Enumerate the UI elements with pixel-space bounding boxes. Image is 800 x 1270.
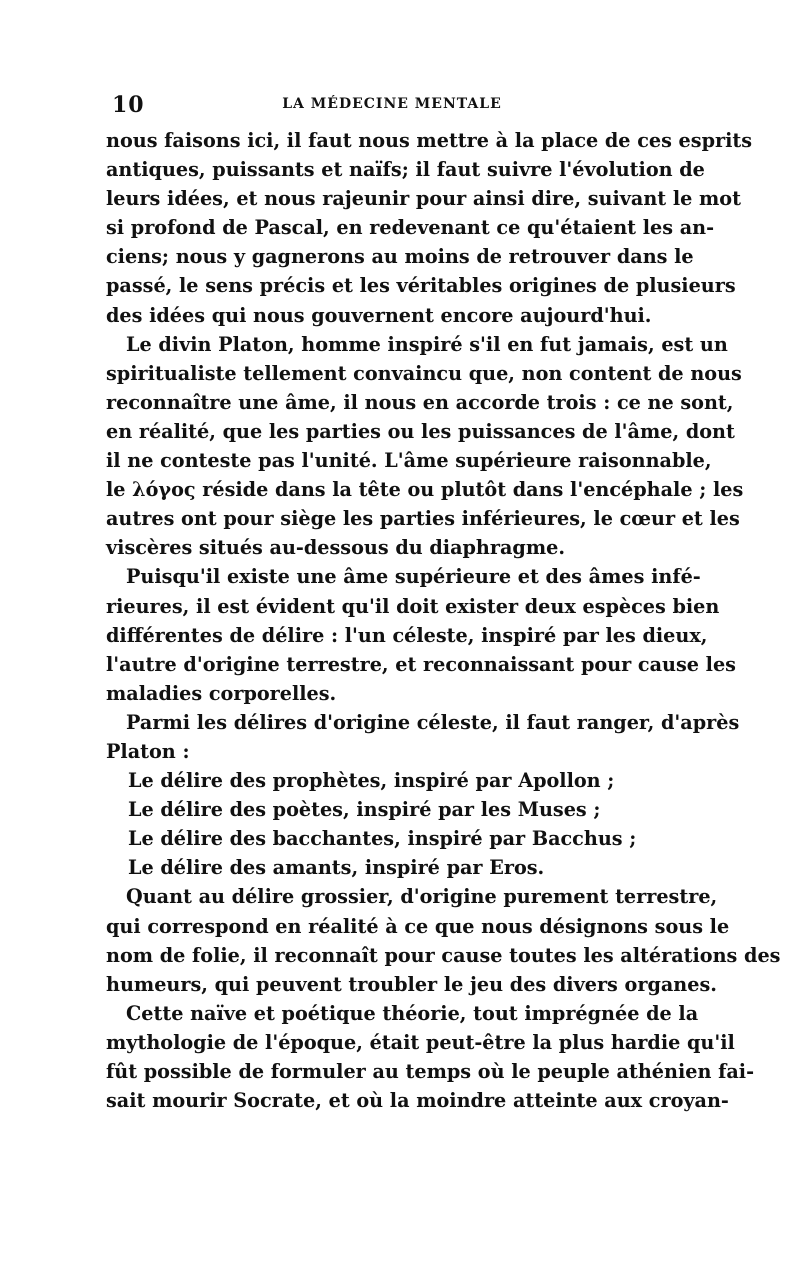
text-line: différentes de délire : l'un céleste, inspiré par les dieux, — [106, 623, 708, 647]
text-line: fût possible de formuler au temps où le peuple athénien fai- — [106, 1060, 755, 1083]
text-line: le λόγος réside dans la tête ou plutôt dans l'encéphale ; les — [106, 478, 744, 502]
text-line: reconnaître une âme, il nous en accorde trois : ce ne sont, — [106, 390, 734, 414]
text-line: autres ont pour siège les parties inférieures, le cœur et les — [106, 507, 740, 531]
text-line: sait mourir Socrate, et où la moindre atteinte aux croyan- — [106, 1089, 729, 1113]
text-line: Le divin Platon, homme inspiré s'il en fut jamais, est un — [126, 332, 728, 356]
text-line: nom de folie, il reconnaît pour cause toutes les altérations des — [106, 943, 781, 967]
text-line: ciens; nous y gagnerons au moins de retrouver dans le — [106, 245, 694, 269]
body-text — [106, 126, 781, 1115]
text-line: Platon : — [106, 739, 190, 763]
text-line: viscères situés au-dessous du diaphragme. — [106, 536, 566, 560]
text-line: maladies corporelles. — [106, 681, 337, 705]
text-line: rieures, il est évident qu'il doit exister deux espèces bien — [106, 594, 720, 618]
running-title: LA MÉDECINE MENTALE — [282, 96, 502, 112]
list-item: Le délire des bacchantes, inspiré par Bacchus ; — [128, 827, 637, 851]
text-line: Quant au délire grossier, d'origine purement terrestre, — [126, 885, 718, 909]
text-line: spiritualiste tellement convaincu que, non content de nous — [106, 361, 742, 385]
text-line: Cette naïve et poétique théorie, tout imprégnée de la — [126, 1001, 699, 1025]
list-item: Le délire des amants, inspiré par Eros. — [128, 856, 545, 880]
text-line: antiques, puissants et naïfs; il faut suivre l'évolution de — [106, 158, 705, 182]
text-line: Parmi les délires d'origine céleste, il faut ranger, d'après — [126, 710, 740, 734]
text-line: en réalité, que les parties ou les puissances de l'âme, dont — [106, 419, 735, 443]
text-line: si profond de Pascal, en redevenant ce qu'étaient les an- — [106, 216, 715, 240]
text-line: l'autre d'origine terrestre, et reconnaissant pour cause les — [106, 652, 736, 676]
text-line: mythologie de l'époque, était peut-être la plus hardie qu'il — [106, 1030, 735, 1054]
text-line: humeurs, qui peuvent troubler le jeu des divers organes. — [106, 972, 717, 996]
text-line: nous faisons ici, il faut nous mettre à la place de ces esprits — [106, 129, 753, 152]
text-line: Puisqu'il existe une âme supérieure et des âmes infé- — [126, 565, 701, 589]
text-line: qui correspond en réalité à ce que nous désignons sous le — [106, 914, 730, 938]
text-line: passé, le sens précis et les véritables origines de plusieurs — [106, 274, 736, 298]
list-item: Le délire des prophètes, inspiré par Apollon ; — [128, 769, 615, 793]
text-line: il ne conteste pas l'unité. L'âme supérieure raisonnable, — [106, 449, 712, 473]
list-item: Le délire des poètes, inspiré par les Muses ; — [128, 798, 601, 822]
text-line: leurs idées, et nous rajeunir pour ainsi dire, suivant le mot — [106, 187, 741, 211]
page-number: 10 — [112, 92, 145, 118]
page-header — [112, 92, 672, 122]
text-line: des idées qui nous gouvernent encore aujourd'hui. — [106, 303, 652, 327]
